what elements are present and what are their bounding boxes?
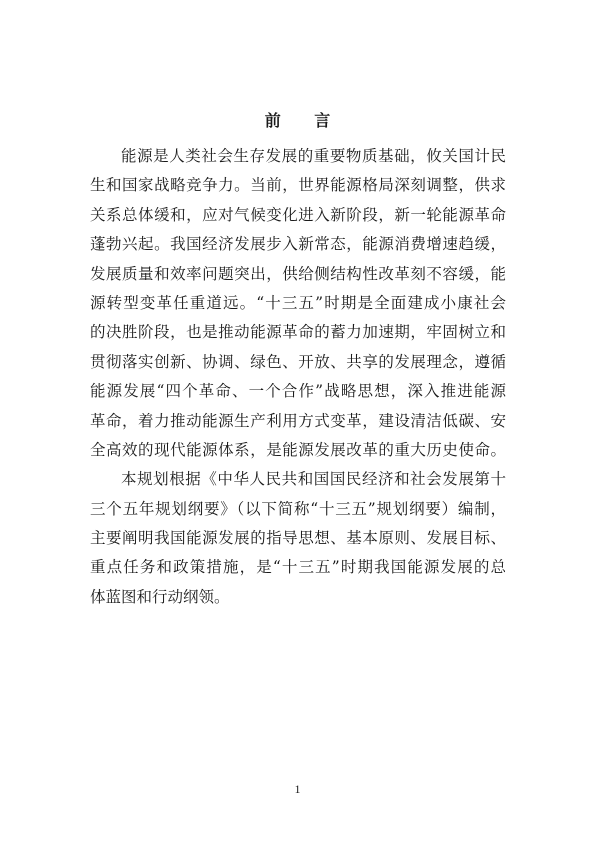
paragraph-1-line: 能源是人类社会生存发展的重要物质基础，攸关国计民 <box>121 147 506 165</box>
paragraph-1-line: 革命，着力推动能源生产利用方式变革，建设清洁低碳、安 <box>90 411 506 430</box>
paragraph-2-line: 主要阐明我国能源发展的指导思想、基本原则、发展目标、 <box>90 529 506 548</box>
paragraph-1-line: 全高效的现代能源体系，是能源发展改革的重大历史使命。 <box>90 440 506 459</box>
paragraph-1-line: 生和国家战略竞争力。当前，世界能源格局深刻调整，供求 <box>90 176 506 195</box>
paragraph-1-line: 关系总体缓和，应对气候变化进入新阶段，新一轮能源革命 <box>90 205 506 224</box>
paragraph-1-line: 蓬勃兴起。我国经济发展步入新常态，能源消费增速趋缓， <box>90 235 506 254</box>
body-text <box>90 142 506 612</box>
paragraph-1-line: 贯彻落实创新、协调、绿色、开放、共享的发展理念，遵循 <box>90 352 506 371</box>
paragraph-1-line: 源转型变革任重道远。“十三五”时期是全面建成小康社会 <box>90 293 506 312</box>
paragraph-1-line: 的决胜阶段，也是推动能源革命的蓄力加速期，牢固树立和 <box>90 323 506 342</box>
paragraph-1-line: 发展质量和效率问题突出，供给侧结构性改革刻不容缓，能 <box>90 264 506 283</box>
paragraph-1-line: 能源发展“四个革命、一个合作”战略思想，深入推进能源 <box>90 382 506 401</box>
paragraph-2-line: 三个五年规划纲要》（以下简称“十三五”规划纲要）编制， <box>90 499 506 518</box>
page-title: 前 言 <box>264 111 345 130</box>
paragraph-2-line: 重点任务和政策措施，是“十三五”时期我国能源发展的总 <box>90 558 506 577</box>
paragraph-2-line: 本规划根据《中华人民共和国国民经济和社会发展第十 <box>121 470 506 489</box>
paragraph-2-line: 体蓝图和行动纲领。 <box>90 587 230 606</box>
page-number: 1 <box>294 782 301 796</box>
